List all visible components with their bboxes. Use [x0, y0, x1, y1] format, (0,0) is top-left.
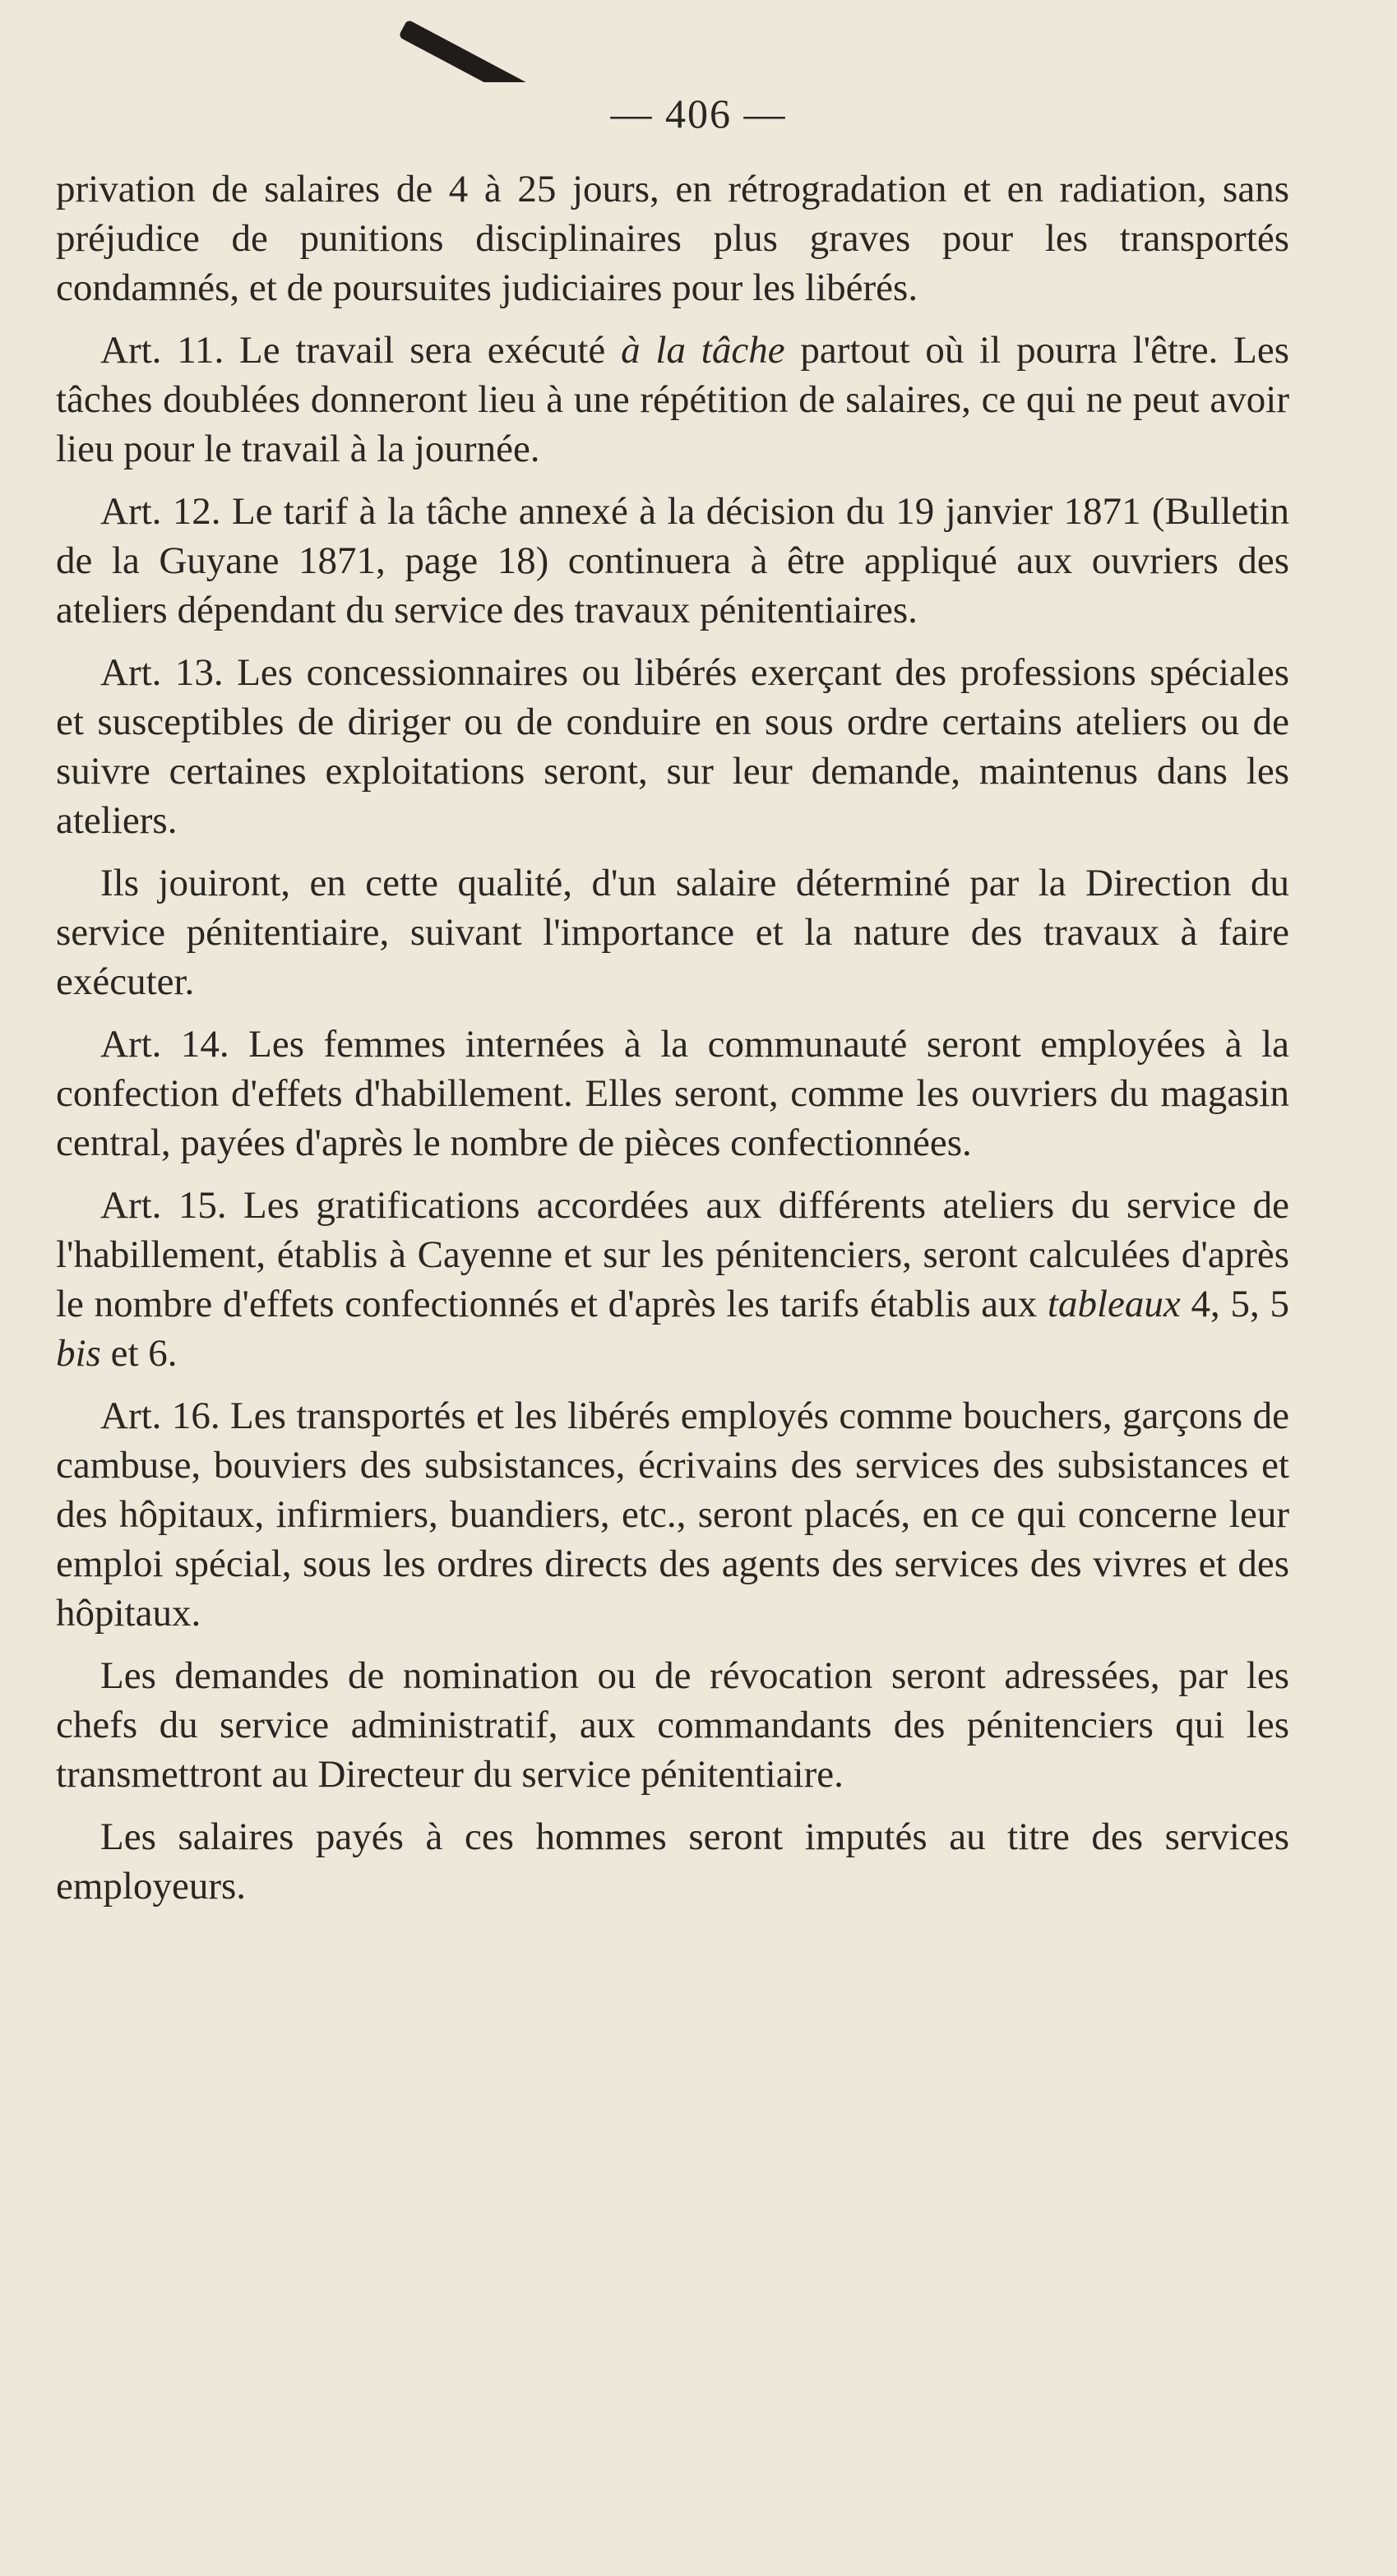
text-run: Les demandes de nomination ou de révocation seront adressées, par les chefs du service administratif, aux commandants des pénitenciers qui les transmettront au Directeur du service pénitentiaire.	[56, 1654, 1289, 1796]
paragraph-art13b	[56, 858, 1289, 1006]
text-run: Art. 15. Les gratifications accordées aux différents ateliers du service de l'habillement, établis à Cayenne et sur les pénitenciers, seront calculées d'après le nombre d'effets confectionnés et d'après les tarifs établis aux	[56, 1184, 1289, 1325]
italic-text: bis	[56, 1332, 101, 1375]
paragraph-p0	[56, 164, 1289, 312]
text-run: 4, 5, 5	[1180, 1283, 1289, 1325]
text-run: privation de salaires de 4 à 25 jours, en rétrogradation et en radiation, sans préjudice de punitions disciplinaires plus graves pour les transportés condamnés, et de poursuites judiciaires pour les libérés.	[56, 168, 1289, 309]
text-run: Les salaires payés à ces hommes seront imputés au titre des services employeurs.	[56, 1815, 1289, 1908]
text-run: et 6.	[100, 1332, 178, 1375]
paragraph-art12	[56, 487, 1289, 635]
page-number: — 406 —	[610, 90, 787, 136]
paragraph-art13	[56, 648, 1289, 845]
text-run: Ils jouiront, en cette qualité, d'un salaire déterminé par la Direction du service pénitentiaire, suivant l'importance et la nature des travaux à faire exécuter.	[56, 862, 1289, 1003]
italic-text: à la tâche	[621, 329, 785, 372]
text-run: Art. 16. Les transportés et les libérés employés comme bouchers, garçons de cambuse, bouviers des subsistances, écrivains des services des subsistances et des hôpitaux, infirmiers, buandiers, etc., seront placés, en ce qui concerne leur emploi spécial, sous les ordres directs des agents des services des vivres et des hôpitaux.	[56, 1394, 1289, 1635]
text-run: Art. 12. Le tarif à la tâche annexé à la décision du 19 janvier 1871 (Bulletin de la Guyane 1871, page 18) continuera à être appliqué aux ouvriers des ateliers dépendant du service des travaux pénitentiaires.	[56, 490, 1289, 631]
paragraph-art16	[56, 1391, 1289, 1638]
paragraph-art11	[56, 326, 1289, 474]
italic-text: tableaux	[1047, 1283, 1181, 1325]
scan-artifact	[386, 0, 543, 82]
paragraph-art15	[56, 1181, 1289, 1378]
text-run: Art. 11. Le travail sera exécuté	[100, 329, 622, 372]
text-run: partout où il pourra l'être. Les tâches doublées donneront lieu à une répétition de salaires, ce qui ne peut avoir lieu pour le travail à la journée.	[56, 329, 1289, 470]
paragraph-art16c	[56, 1812, 1289, 1911]
paragraph-art16b	[56, 1651, 1289, 1799]
paragraph-art14	[56, 1020, 1289, 1168]
text-run: Art. 14. Les femmes internées à la communauté seront employées à la confection d'effets d'habillement. Elles seront, comme les ouvriers du magasin central, payées d'après le nombre de pièces confectionnées.	[56, 1023, 1289, 1164]
text-run: Art. 13. Les concessionnaires ou libérés exerçant des professions spéciales et susceptibles de diriger ou de conduire en sous ordre certains ateliers ou de suivre certaines exploitations seront, sur leur demande, maintenus dans les ateliers.	[56, 651, 1289, 842]
body-text	[56, 164, 1289, 1924]
